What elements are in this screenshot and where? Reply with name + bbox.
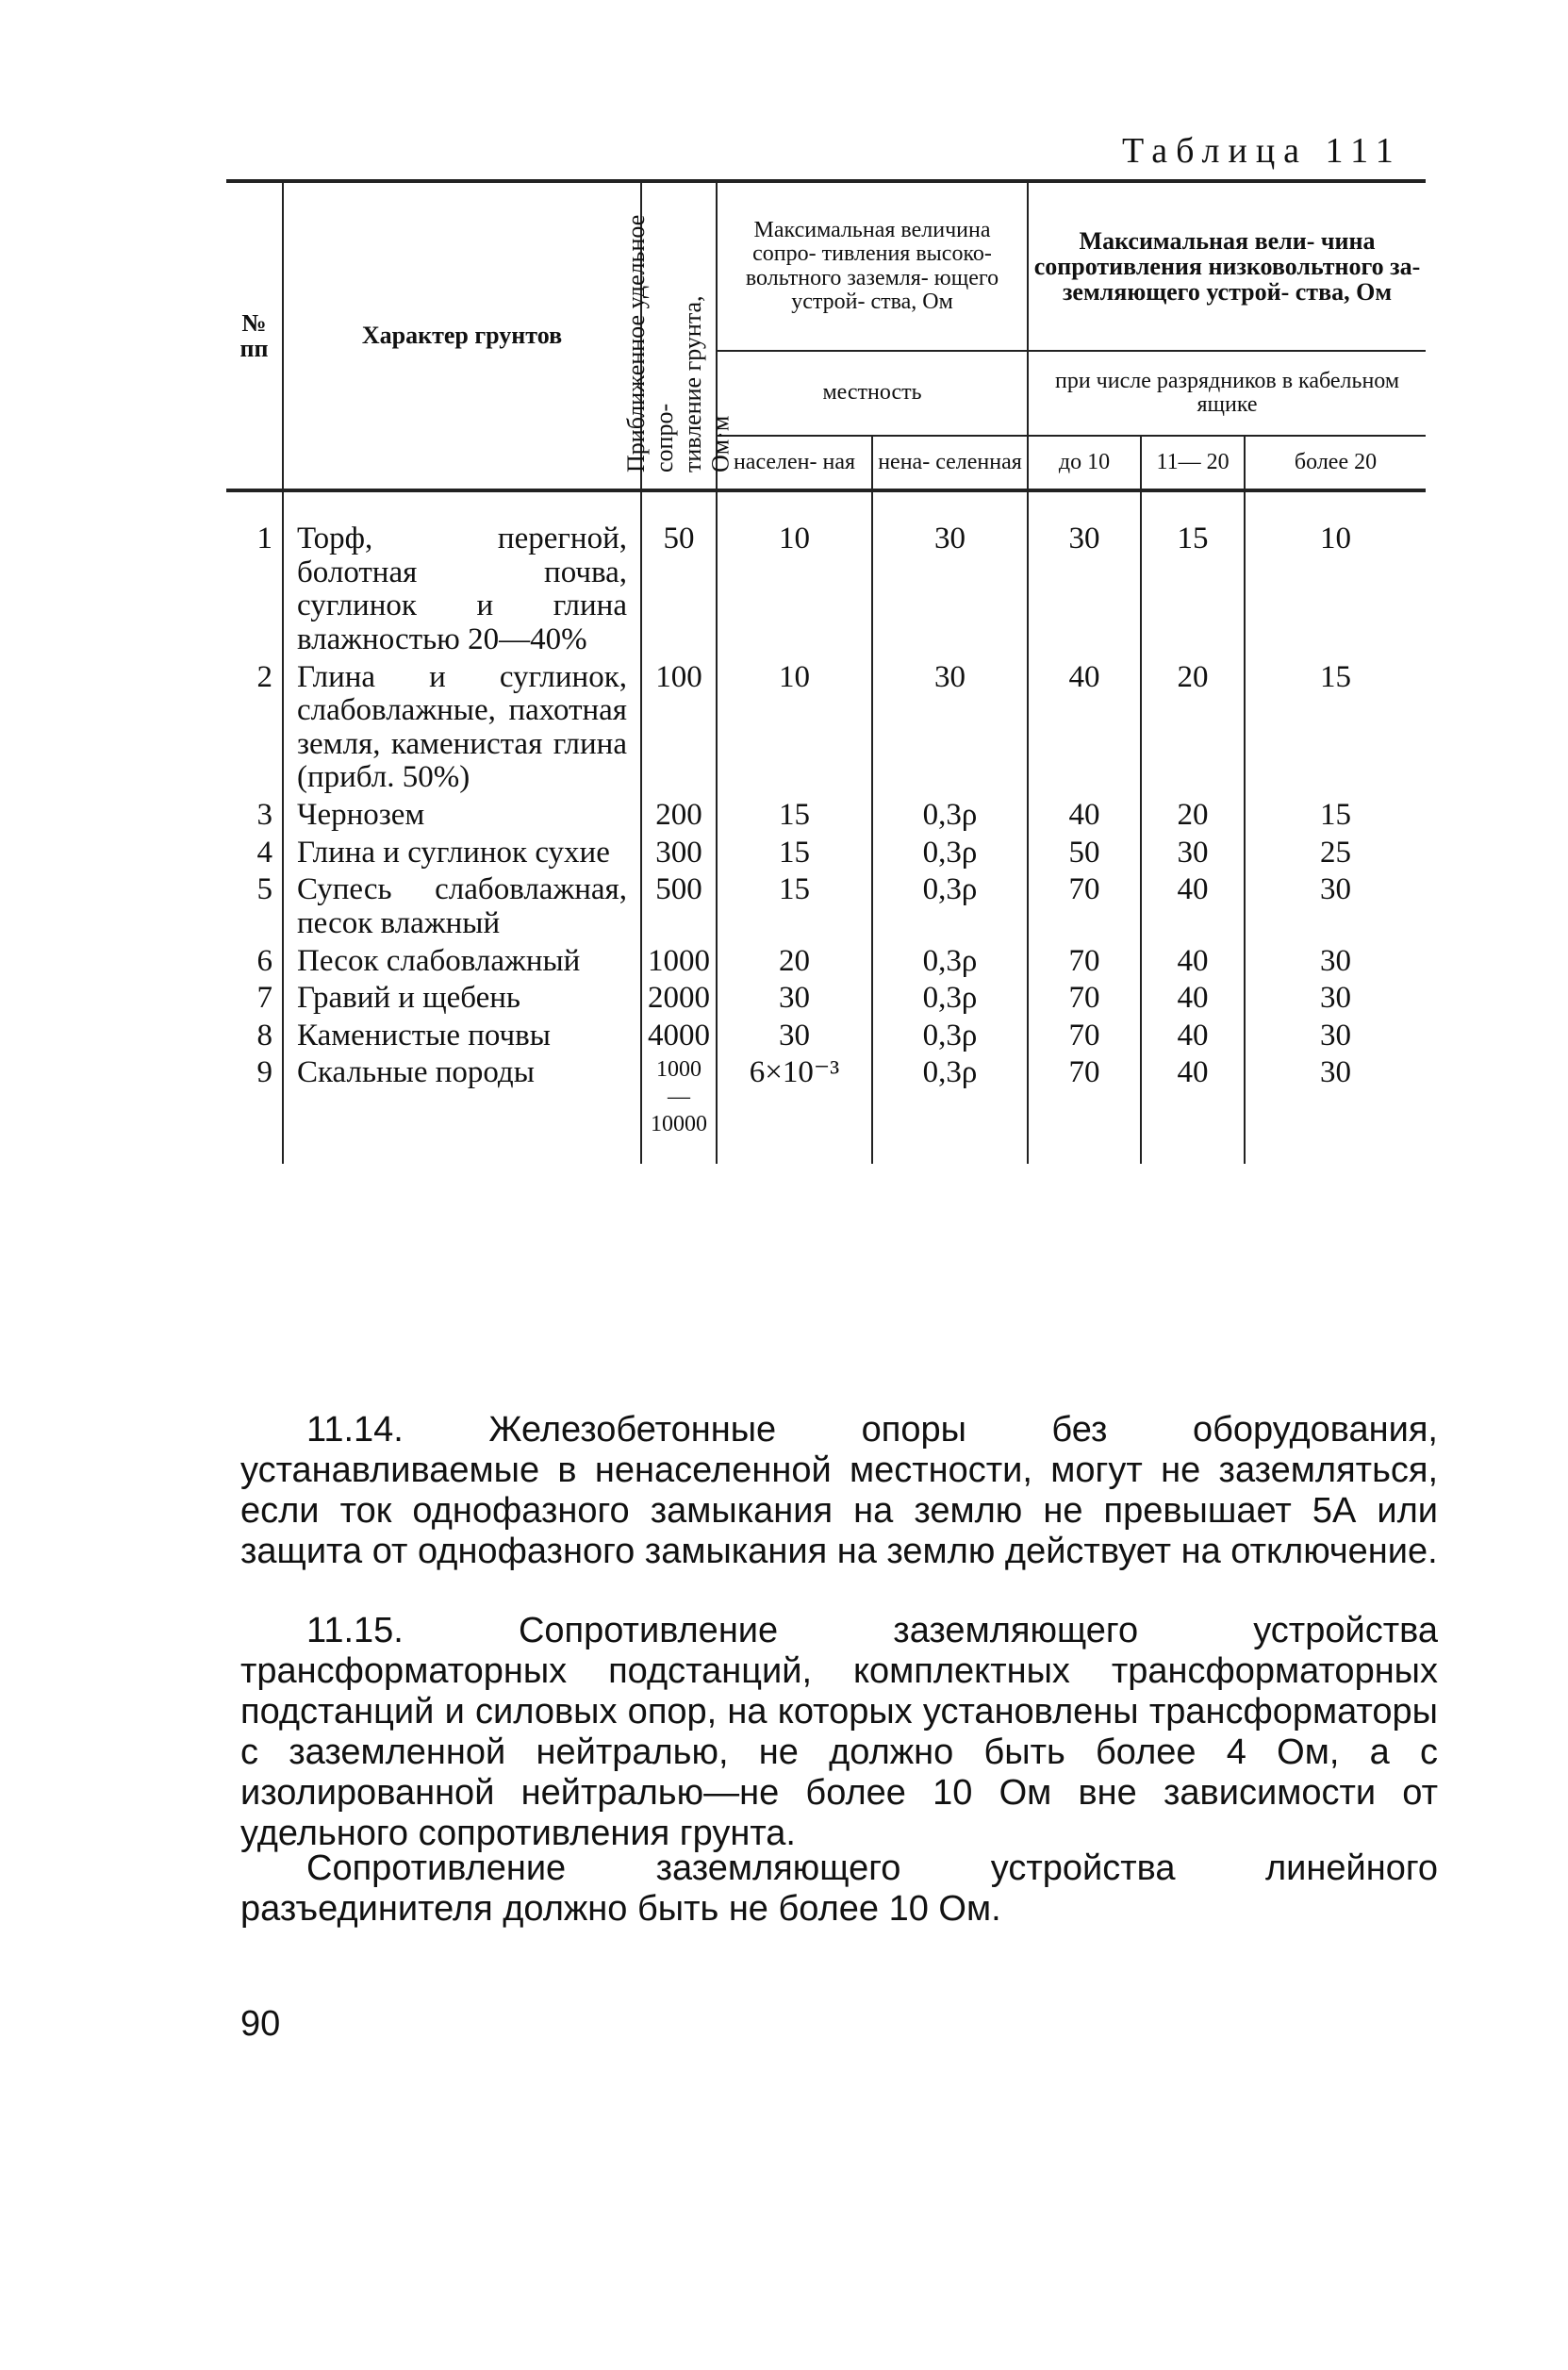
lv-upto10-value: 70 — [1028, 871, 1141, 942]
row-number: 3 — [256, 798, 272, 832]
hv-populated-value: 30 — [717, 980, 872, 1018]
resistivity-value: 2000 — [641, 980, 717, 1018]
table-row — [226, 490, 1426, 659]
hv-populated-value: 10 — [717, 659, 872, 798]
soil-character: Глина и суглинок, слабовлажные, пахотная земля, каменистая глина (прибл. 50%) — [283, 659, 641, 798]
lv-over20-value: 10 — [1245, 490, 1426, 659]
paragraph-disconnector: Сопротивление заземляющего устройства линейного разъединителя должно быть не более 10 Ом. — [240, 1848, 1438, 1929]
lv-11-20-value: 40 — [1141, 980, 1245, 1018]
hv-unpopulated-value: 0,3ρ — [872, 1018, 1028, 1055]
hv-populated-value: 10 — [717, 490, 872, 659]
hv-unpopulated-value: 0,3ρ — [872, 797, 1028, 835]
row-number: 1 — [256, 522, 272, 555]
hv-unpopulated-value: 0,3ρ — [872, 871, 1028, 942]
resistivity-range: 1000— 10000 — [651, 1057, 707, 1136]
hv-unpopulated-value: 30 — [872, 659, 1028, 798]
table-row — [226, 659, 1426, 798]
row-number: 4 — [256, 835, 272, 870]
lv-over20-value: 30 — [1245, 1054, 1426, 1163]
row-number: 7 — [256, 981, 272, 1016]
soil-character: Супесь слабовлажная, песок влажный — [283, 871, 641, 942]
row-number: 6 — [256, 943, 272, 978]
lv-upto10-value: 70 — [1028, 1018, 1141, 1055]
header-resistivity — [622, 181, 734, 490]
table-row — [226, 1054, 1426, 1163]
header-lv-11-20: 11— 20 — [1141, 436, 1245, 490]
hv-populated-value: 6×10⁻³ — [717, 1054, 872, 1163]
row-number: 9 — [256, 1055, 272, 1090]
header-lv-upto10: до 10 — [1028, 436, 1141, 490]
soil-character: Чернозем — [283, 797, 641, 835]
lv-upto10-value: 40 — [1028, 659, 1141, 798]
lv-11-20-value: 15 — [1141, 490, 1245, 659]
lv-11-20-value: 30 — [1141, 835, 1245, 872]
hv-unpopulated-value: 0,3ρ — [872, 835, 1028, 872]
header-lv-count: при числе разрядников в кабельном ящике — [1028, 351, 1426, 436]
hv-populated-value: 15 — [717, 835, 872, 872]
lv-11-20-value: 40 — [1141, 1054, 1245, 1163]
resistivity-value: 50 — [641, 490, 717, 659]
lv-over20-value: 15 — [1245, 659, 1426, 798]
row-number: 5 — [256, 872, 272, 907]
hv-populated-value: 20 — [717, 943, 872, 981]
row-number: 2 — [256, 659, 272, 694]
hv-unpopulated-value: 0,3ρ — [872, 1054, 1028, 1163]
lv-upto10-value: 30 — [1028, 490, 1141, 659]
hv-unpopulated-value: 0,3ρ — [872, 943, 1028, 981]
lv-over20-value: 30 — [1245, 943, 1426, 981]
hv-unpopulated-value: 0,3ρ — [872, 980, 1028, 1018]
header-hv-unpopulated: нена- селенная — [872, 436, 1028, 490]
hv-populated-value: 15 — [717, 871, 872, 942]
header-lv-group: Максимальная вели- чина сопротивления низковольтного за- земляющего устрой- ства, Ом — [1028, 181, 1426, 351]
resistivity-value — [641, 1054, 717, 1163]
soil-character: Каменистые почвы — [283, 1018, 641, 1055]
table-caption: Таблица 111 — [1122, 131, 1402, 171]
resistivity-value: 100 — [641, 659, 717, 798]
hv-unpopulated-value: 30 — [872, 490, 1028, 659]
hv-populated-value: 15 — [717, 797, 872, 835]
page-number: 90 — [240, 2004, 281, 2044]
header-soil-character: Характер грунтов — [283, 181, 641, 490]
lv-upto10-value: 40 — [1028, 797, 1141, 835]
header-resistivity-text: Приближенное удельное сопро- тивление грунта, Ом·м — [622, 214, 734, 472]
lv-11-20-value: 40 — [1141, 1018, 1245, 1055]
row-number: 8 — [256, 1018, 272, 1052]
paragraph-11-15: 11.15. Сопротивление заземляющего устройства трансформаторных подстанций, комплектных трансформаторных подстанций и силовых опор, на которых установлены трансформаторы с заземленной нейтралью, не должно быть более 4 Ом, а с изолированной нейтралью—не более 10 Ом вне зависимости от удельного сопротивления грунта. — [240, 1611, 1438, 1853]
lv-over20-value: 15 — [1245, 797, 1426, 835]
lv-over20-value: 30 — [1245, 1018, 1426, 1055]
soil-character: Торф, перегной, болотная почва, суглинок и глина влажностью 20—40% — [283, 490, 641, 659]
soil-character: Песок слабовлажный — [283, 943, 641, 981]
resistivity-value: 300 — [641, 835, 717, 872]
header-hv-group: Максимальная величина сопро- тивления высоко- вольтного заземля- ющего устрой- ства, Ом — [717, 181, 1028, 351]
paragraph-11-14: 11.14. Железобетонные опоры без оборудования, устанавливаемые в ненаселенной местности, могут не заземляться, если ток однофазного замыкания на землю не превышает 5А или защита от однофазного замыкания на землю действует на отключение. — [240, 1410, 1438, 1571]
lv-over20-value: 30 — [1245, 871, 1426, 942]
header-lv-over20: более 20 — [1245, 436, 1426, 490]
ground-resistance-table — [226, 179, 1426, 1164]
lv-11-20-value: 40 — [1141, 871, 1245, 942]
table-row — [226, 797, 1426, 835]
table-row — [226, 943, 1426, 981]
table-row — [226, 980, 1426, 1018]
resistivity-value: 500 — [641, 871, 717, 942]
lv-over20-value: 25 — [1245, 835, 1426, 872]
lv-upto10-value: 50 — [1028, 835, 1141, 872]
header-hv-populated: населен- ная — [717, 436, 872, 490]
table-row — [226, 835, 1426, 872]
resistivity-value: 1000 — [641, 943, 717, 981]
soil-character: Гравий и щебень — [283, 980, 641, 1018]
lv-11-20-value: 20 — [1141, 659, 1245, 798]
resistivity-value: 4000 — [641, 1018, 717, 1055]
lv-upto10-value: 70 — [1028, 943, 1141, 981]
soil-character: Скальные породы — [283, 1054, 641, 1163]
resistivity-value: 200 — [641, 797, 717, 835]
soil-character: Глина и суглинок сухие — [283, 835, 641, 872]
lv-upto10-value: 70 — [1028, 980, 1141, 1018]
header-number: № пп — [226, 181, 283, 490]
hv-populated-value: 30 — [717, 1018, 872, 1055]
lv-upto10-value: 70 — [1028, 1054, 1141, 1163]
lv-11-20-value: 40 — [1141, 943, 1245, 981]
header-hv-area: местность — [717, 351, 1028, 436]
lv-over20-value: 30 — [1245, 980, 1426, 1018]
lv-11-20-value: 20 — [1141, 797, 1245, 835]
table-row — [226, 1018, 1426, 1055]
table-row — [226, 871, 1426, 942]
